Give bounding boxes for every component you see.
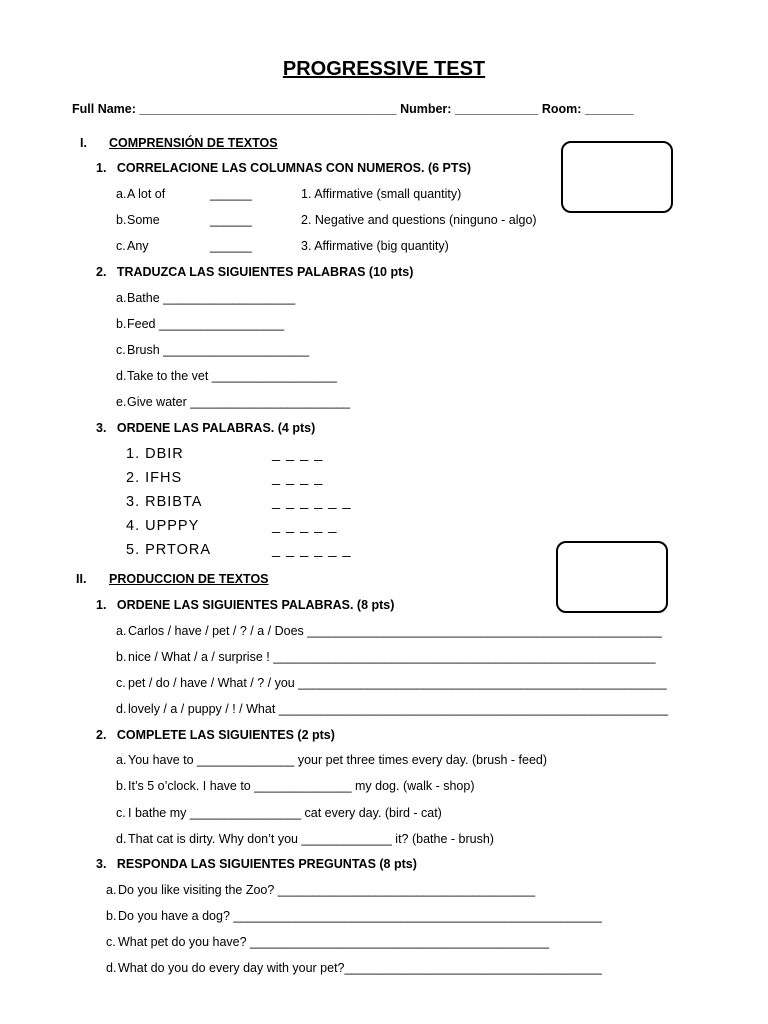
s2-q2-heading: 2. COMPLETE LAS SIGUIENTES (2 pts): [96, 728, 335, 742]
item-letter: b.: [116, 317, 127, 331]
item-text: What do you do every day with your pet?_____________________________________: [118, 961, 602, 975]
item-letter: b.: [116, 779, 127, 793]
item-text: I bathe my ________________ cat every day. (bird - cat): [128, 806, 442, 820]
match-option: 3. Affirmative (big quantity): [301, 239, 449, 253]
item-letter: d.: [116, 832, 127, 846]
scramble-blanks: _ _ _ _ _ _: [272, 494, 352, 510]
section1-title: COMPRENSIÓN DE TEXTOS: [109, 136, 278, 150]
s2-q1-heading: 1. ORDENE LAS SIGUIENTES PALABRAS. (8 pts): [96, 598, 395, 612]
item-letter: d.: [116, 369, 127, 383]
item-text: That cat is dirty. Why don’t you _____________ it? (bathe - brush): [128, 832, 494, 846]
s1-q2-heading: 2. TRADUZCA LAS SIGUIENTES PALABRAS (10 pts): [96, 265, 414, 279]
section2-number: II.: [76, 572, 87, 586]
scramble-blanks: _ _ _ _: [272, 470, 324, 486]
item-letter: c.: [106, 935, 116, 949]
scramble-word: 3. RBIBTA: [126, 494, 203, 510]
scramble-word: 1. DBIR: [126, 446, 184, 462]
section2-title: PRODUCCION DE TEXTOS: [109, 572, 269, 586]
item-letter: c.: [116, 343, 126, 357]
item-letter: a.: [116, 291, 127, 305]
scramble-blanks: _ _ _ _ _ _: [272, 542, 352, 558]
item-letter: e.: [116, 395, 127, 409]
s2-q3-heading: 3. RESPONDA LAS SIGUIENTES PREGUNTAS (8 pts): [96, 857, 417, 871]
item-letter: a.: [116, 624, 127, 638]
scramble-word: 5. PRTORA: [126, 542, 212, 558]
item-text: Feed __________________: [127, 317, 285, 331]
match-blank: ______: [210, 213, 252, 227]
match-term: Any: [127, 239, 149, 253]
item-letter: d.: [106, 961, 117, 975]
item-text: What pet do you have? ___________________________________________: [118, 935, 549, 949]
item-letter: c.: [116, 806, 126, 820]
item-text: Give water _______________________: [127, 395, 351, 409]
match-option: 1. Affirmative (small quantity): [301, 187, 462, 201]
scramble-blanks: _ _ _ _: [272, 446, 324, 462]
s1-q3-heading: 3. ORDENE LAS PALABRAS. (4 pts): [96, 421, 316, 435]
header-fields: Full Name: _____________________________________ Number: ____________ Room: _______: [72, 102, 634, 116]
item-letter: a.: [106, 883, 117, 897]
item-text: Brush _____________________: [127, 343, 310, 357]
item-text: Carlos / have / pet / ? / a / Does ___________________________________________________: [128, 624, 662, 638]
s1-q1-heading: 1. CORRELACIONE LAS COLUMNAS CON NUMEROS. (6 PTS): [96, 161, 472, 175]
item-letter: a.: [116, 753, 127, 767]
match-term: Some: [127, 213, 160, 227]
item-text: lovely / a / puppy / ! / What ________________________________________________________: [128, 702, 669, 716]
match-blank: ______: [210, 187, 252, 201]
match-blank: ______: [210, 239, 252, 253]
item-text: Take to the vet __________________: [127, 369, 337, 383]
item-letter: c.: [116, 239, 126, 253]
item-text: nice / What / a / surprise ! _______________________________________________________: [128, 650, 656, 664]
item-letter: b.: [116, 650, 127, 664]
score-box-1: [561, 141, 673, 213]
section1-number: I.: [80, 136, 87, 150]
match-term: A lot of: [127, 187, 166, 201]
item-text: It’s 5 o’clock. I have to ______________ my dog. (walk - shop): [128, 779, 475, 793]
page-title: PROGRESSIVE TEST: [282, 58, 486, 80]
item-text: pet / do / have / What / ? / you _____________________________________________________: [128, 676, 667, 690]
item-letter: b.: [116, 213, 127, 227]
scramble-word: 2. IFHS: [126, 470, 183, 486]
scramble-blanks: _ _ _ _ _: [272, 518, 338, 534]
item-text: You have to ______________ your pet three times every day. (brush - feed): [128, 753, 548, 767]
item-letter: b.: [106, 909, 117, 923]
item-text: Bathe ___________________: [127, 291, 296, 305]
scramble-word: 4. UPPPY: [126, 518, 200, 534]
match-option: 2. Negative and questions (ninguno - algo): [301, 213, 537, 227]
item-text: Do you like visiting the Zoo? _____________________________________: [118, 883, 536, 897]
item-text: Do you have a dog? _____________________________________________________: [118, 909, 602, 923]
score-box-2: [556, 541, 668, 613]
item-letter: a.: [116, 187, 127, 201]
item-letter: d.: [116, 702, 127, 716]
item-letter: c.: [116, 676, 126, 690]
